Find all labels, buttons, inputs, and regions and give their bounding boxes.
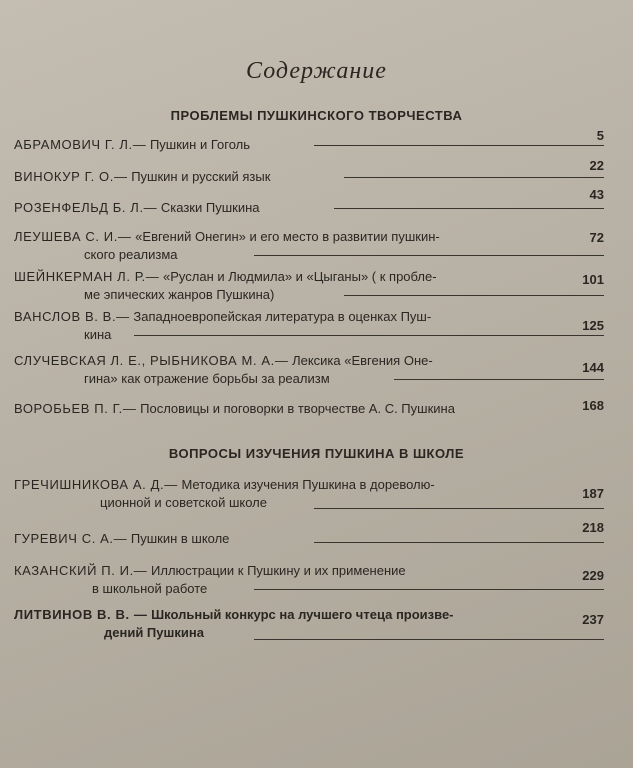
toc-entry[interactable] — [14, 520, 604, 548]
entry-title: Школьный конкурс на лучшего чтеца произве- — [151, 607, 454, 622]
entry-author: ВАНСЛОВ В. В.— — [14, 309, 130, 324]
leader-rule — [254, 255, 604, 256]
page-number: 237 — [582, 612, 604, 627]
entry-title: «Евгений Онегин» и его место в развитии пушкин- — [135, 229, 440, 244]
entry-author: РОЗЕНФЕЛЬД Б. Л.— — [14, 200, 158, 215]
entry-author: КАЗАНСКИЙ П. И.— — [14, 563, 148, 578]
page-number: 101 — [582, 272, 604, 287]
page-number: 168 — [582, 398, 604, 413]
toc-entry[interactable] — [14, 352, 604, 388]
toc-entry[interactable] — [14, 400, 604, 418]
entry-title: Сказки Пушкина — [160, 200, 260, 215]
leader-rule — [394, 379, 604, 380]
entry-title-continued: кина — [84, 327, 112, 342]
leader-rule — [314, 145, 604, 146]
entry-title: Пословицы и поговорки в творчестве А. С. Пушкина — [140, 401, 455, 416]
toc-entry[interactable] — [14, 476, 604, 512]
page-number: 22 — [589, 158, 604, 173]
leader-rule — [334, 208, 604, 209]
entry-title-continued: ме эпических жанров Пушкина) — [84, 287, 275, 302]
entry-title: Пушкин в школе — [130, 531, 230, 546]
page-title: Содержание — [246, 58, 387, 84]
entry-title: Иллюстрации к Пушкину и их применение — [151, 563, 406, 578]
leader-rule — [254, 639, 604, 640]
page-number: 229 — [582, 568, 604, 583]
entry-title-continued: ционной и советской школе — [100, 495, 267, 510]
page-number: 125 — [582, 318, 604, 333]
entry-title: Лексика «Евгения Оне- — [292, 353, 433, 368]
toc-entry[interactable] — [14, 308, 604, 344]
entry-title-continued: ского реализма — [84, 247, 178, 262]
page-number: 144 — [582, 360, 604, 375]
entry-author: ГУРЕВИЧ С. А.— — [14, 531, 128, 546]
leader-rule — [134, 335, 604, 336]
toc-entry[interactable] — [14, 606, 604, 642]
entry-author: ЛИТВИНОВ В. В. — — [14, 607, 148, 622]
entry-title-continued: в школьной работе — [92, 581, 208, 596]
toc-entry[interactable] — [14, 187, 604, 217]
page-number: 43 — [589, 187, 604, 202]
entry-title-continued: дений Пушкина — [104, 625, 204, 640]
entry-author: СЛУЧЕВСКАЯ Л. Е., РЫБНИКОВА М. А.— — [14, 353, 289, 368]
entry-author: ЛЕУШЕВА С. И.— — [14, 229, 132, 244]
toc-entry[interactable] — [14, 228, 604, 264]
entry-title: Методика изучения Пушкина в дореволю- — [181, 477, 435, 492]
toc-entry[interactable] — [14, 128, 604, 154]
entry-title: Пушкин и русский язык — [131, 169, 271, 184]
entry-title-continued: гина» как отражение борьбы за реализм — [84, 371, 330, 386]
entry-author: ВИНОКУР Г. О.— — [14, 169, 128, 184]
entry-author: ГРЕЧИШНИКОВА А. Д.— — [14, 477, 178, 492]
page-number: 218 — [582, 520, 604, 535]
page-number: 187 — [582, 486, 604, 501]
entry-author: ШЕЙНКЕРМАН Л. Р.— — [14, 269, 160, 284]
page-number: 72 — [589, 230, 604, 245]
entry-author: ВОРОБЬЕВ П. Г.— — [14, 401, 137, 416]
toc-entry[interactable] — [14, 562, 604, 598]
section-heading-school: ВОПРОСЫ ИЗУЧЕНИЯ ПУШКИНА В ШКОЛЕ — [168, 446, 465, 461]
section-heading-problems: ПРОБЛЕМЫ ПУШКИНСКОГО ТВОРЧЕСТВА — [170, 108, 463, 123]
leader-rule — [314, 542, 604, 543]
entry-title: Западноевропейская литература в оценках Пуш- — [133, 309, 432, 324]
leader-rule — [254, 589, 604, 590]
leader-rule — [344, 177, 604, 178]
entry-author: АБРАМОВИЧ Г. Л.— — [14, 137, 147, 152]
toc-entry[interactable] — [14, 268, 604, 304]
leader-rule — [344, 295, 604, 296]
entry-title: Пушкин и Гоголь — [149, 137, 250, 152]
toc-entry[interactable] — [14, 158, 604, 186]
entry-title: «Руслан и Людмила» и «Цыганы» ( к пробле- — [163, 269, 437, 284]
leader-rule — [314, 508, 604, 509]
page-number: 5 — [596, 128, 604, 143]
